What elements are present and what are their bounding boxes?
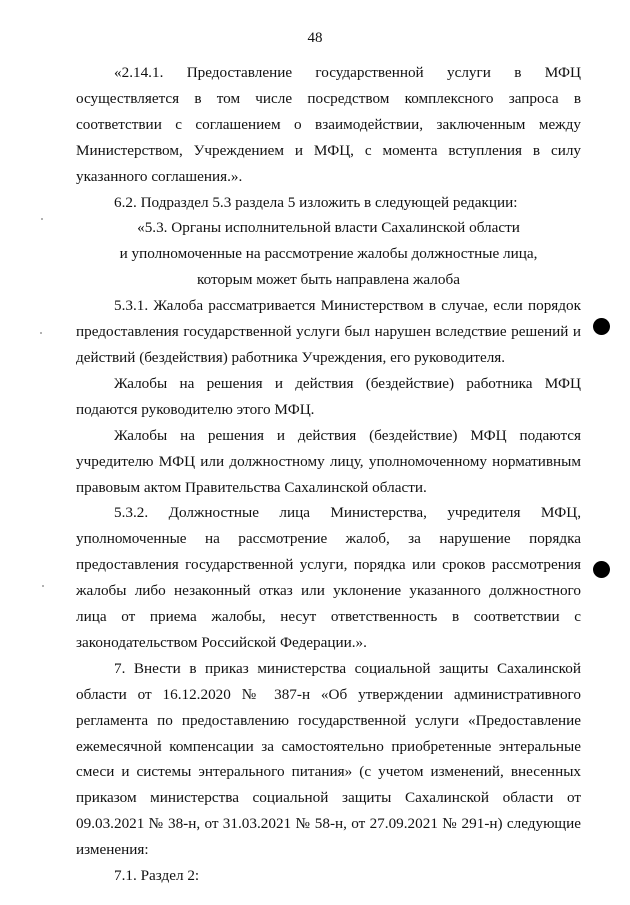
scan-speck (40, 332, 42, 334)
paragraph-5-3-2: 5.3.2. Должностные лица Министерства, учредителя МФЦ, уполномоченные на рассмотрение жалоб, за нарушение порядка предоставления государственной услуги, порядка или сроков рассмотрения жалобы либо незаконный отказ или уклонение указанного должностного лица от приема жалобы, несут ответственность в соответствии с законодательством Российской Федерации.». (76, 504, 581, 651)
document-body (76, 60, 581, 889)
paragraph-6-2: 6.2. Подраздел 5.3 раздела 5 изложить в следующей редакции: (114, 193, 518, 211)
section-heading-line-1: «5.3. Органы исполнительной власти Сахалинской области (137, 219, 520, 237)
section-heading-line-3: которым может быть направлена жалоба (197, 271, 460, 289)
paragraph-5-3-1: 5.3.1. Жалоба рассматривается Министерством в случае, если порядок предоставления государственной услуги был нарушен вследствие решений и действий (бездействия) работника Учреждения, его руководителя. (76, 297, 581, 366)
scan-speck (42, 585, 44, 587)
punch-hole-mark (593, 561, 610, 578)
paragraph-7: 7. Внести в приказ министерства социальной защиты Сахалинской области от 16.12.2020 № 387-н «Об утверждении административного регламента по предоставлению государственной услуги «Предоставление ежемесячной компенсации за самостоятельно приобретенные энтеральные смеси и системы энтерального питания» (с учетом изменений, внесенных приказом министерства социальной защиты Сахалинской области от 09.03.2021 № 38-н, от 31.03.2021 № 58-н, от 27.09.2021 № 291-н) следующие изменения: (76, 659, 581, 859)
page-number: 48 (307, 30, 323, 46)
paragraph-mfc-founder-complaints: Жалобы на решения и действия (бездействие) МФЦ подаются учредителю МФЦ или должностному лицу, уполномоченному нормативным правовым актом Правительства Сахалинской области. (76, 426, 581, 496)
paragraph-mfc-complaints: Жалобы на решения и действия (бездействие) работника МФЦ подаются руководителю этого МФЦ. (76, 374, 581, 418)
section-heading-line-2: и уполномоченные на рассмотрение жалобы должностные лица, (119, 245, 538, 263)
paragraph-2-14-1: «2.14.1. Предоставление государственной услуги в МФЦ осуществляется в том числе посредством комплексного запроса в соответствии с соглашением о взаимодействии, заключенным между Министерством, Учреждением и МФЦ, с момента вступления в силу указанного соглашения.». (76, 64, 581, 185)
scan-speck (41, 218, 43, 220)
paragraph-7-1: 7.1. Раздел 2: (114, 867, 200, 885)
punch-hole-mark (593, 318, 610, 335)
